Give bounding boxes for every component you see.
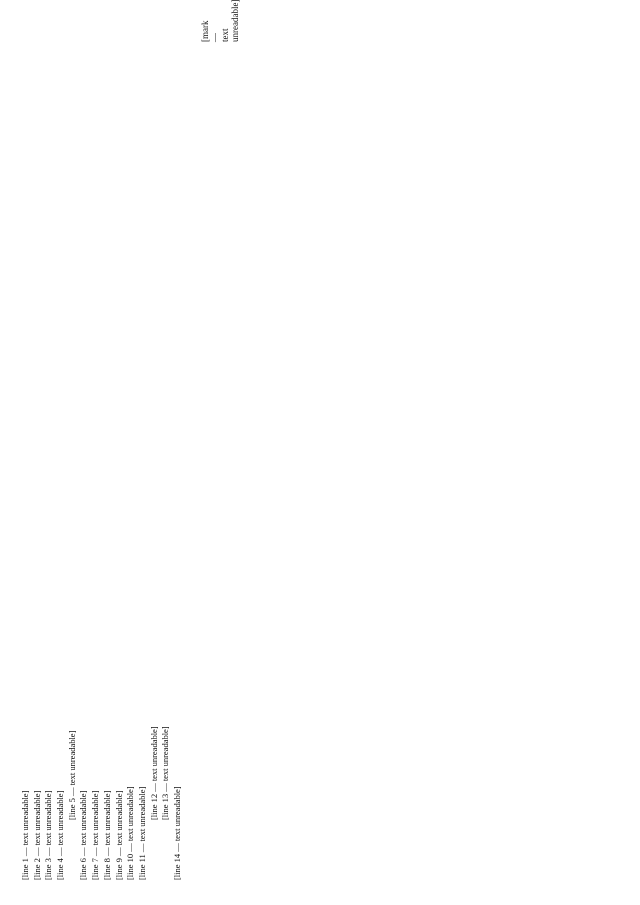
text-line-6: [line 6 — text unreadable] bbox=[78, 790, 89, 880]
text-line-5: [line 5 — text unreadable] bbox=[66, 730, 77, 820]
text-line-3: [line 3 — text unreadable] bbox=[43, 790, 54, 880]
text-line-2: [line 2 — text unreadable] bbox=[31, 790, 42, 880]
text-line-4: [line 4 — text unreadable] bbox=[55, 790, 66, 880]
text-line-7: [line 7 — text unreadable] bbox=[90, 790, 101, 880]
text-line-13: [line 13 — text unreadable] bbox=[160, 726, 171, 820]
text-line-11: [line 11 — text unreadable] bbox=[136, 786, 147, 880]
rotated-text-block bbox=[20, 20, 195, 880]
text-line-9: [line 9 — text unreadable] bbox=[113, 790, 124, 880]
margin-mark: [mark — text unreadable] bbox=[200, 0, 240, 42]
text-line-12: [line 12 — text unreadable] bbox=[148, 726, 159, 820]
text-line-1: [line 1 — text unreadable] bbox=[20, 790, 30, 880]
text-line-10: [line 10 — text unreadable] bbox=[125, 786, 136, 880]
text-line-14: [line 14 — text unreadable] bbox=[171, 786, 182, 880]
text-line-8: [line 8 — text unreadable] bbox=[101, 790, 112, 880]
